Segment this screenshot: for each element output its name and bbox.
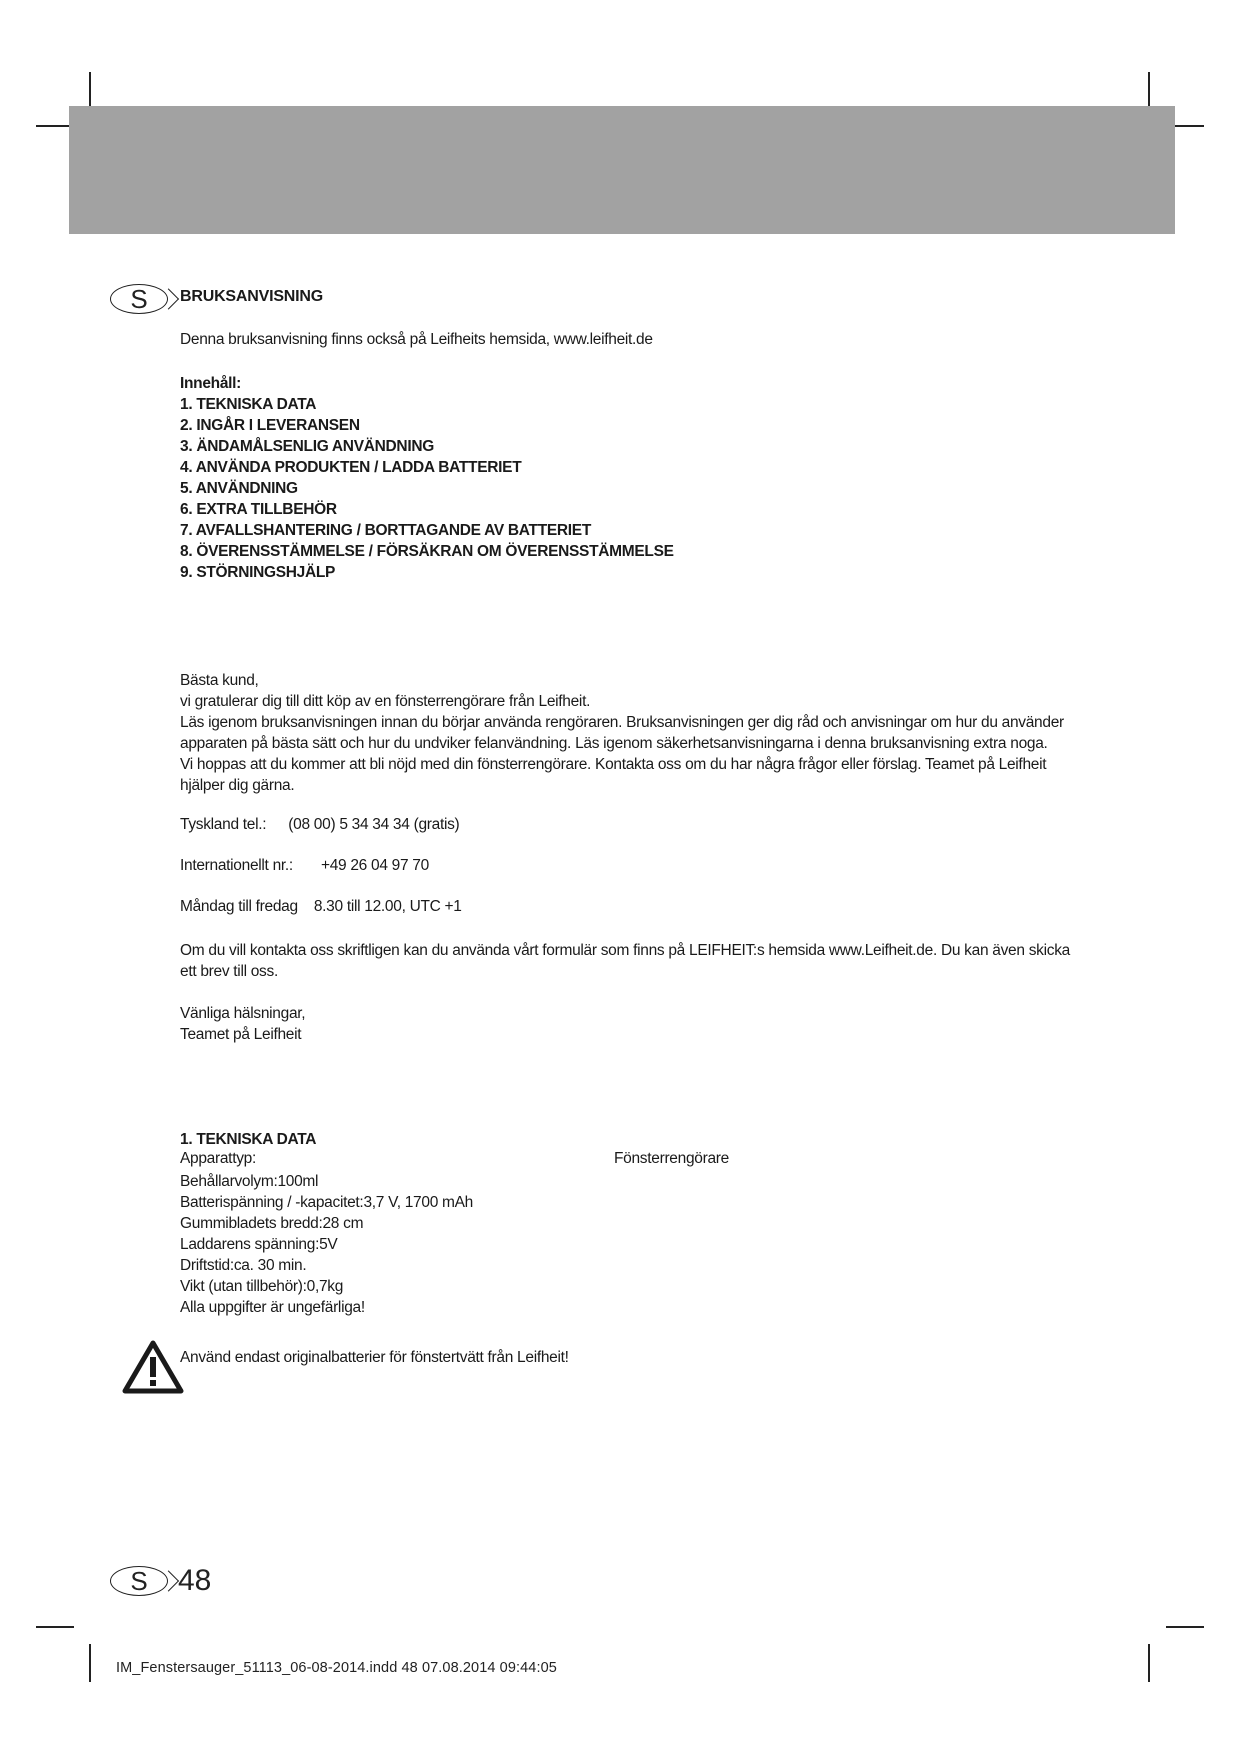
spec-label: Laddarens spänning:	[180, 1236, 320, 1253]
language-badge-label: S	[130, 283, 148, 314]
page-title: BRUKSANVISNING	[180, 288, 323, 305]
spec-device-label: Apparattyp:	[180, 1150, 256, 1167]
crop-mark-top-right-vertical	[1148, 72, 1150, 110]
battery-warning: Använd endast originalbatterier för fönstertvätt från Leifheit!	[180, 1349, 569, 1366]
table-of-contents	[180, 394, 674, 583]
toc-item: 5. ANVÄNDNING	[180, 480, 298, 497]
toc-item: 8. ÖVERENSSTÄMMELSE / FÖRSÄKRAN OM ÖVERENSSTÄMMELSE	[180, 543, 674, 560]
page-number: 48	[178, 1564, 212, 1597]
spec-label: Vikt (utan tillbehör):	[180, 1278, 307, 1295]
spec-row	[180, 1234, 473, 1255]
toc-item: 4. ANVÄNDA PRODUKTEN / LADDA BATTERIET	[180, 459, 522, 476]
spec-value: 0,7kg	[306, 1278, 344, 1295]
spec-label: Behållarvolym:	[180, 1173, 278, 1190]
crop-mark-bottom-right-vertical	[1148, 1644, 1150, 1682]
warning-icon	[122, 1340, 184, 1394]
toc-item: 1. TEKNISKA DATA	[180, 396, 317, 413]
contact-written	[180, 940, 1080, 982]
spec-label: Driftstid:	[180, 1257, 234, 1274]
crop-mark-bottom-right-horizontal	[1166, 1626, 1204, 1628]
closing-signature: Teamet på Leifheit	[180, 1026, 302, 1043]
crop-mark-top-left-vertical	[89, 72, 91, 110]
spec-label: Batterispänning / -kapacitet:	[180, 1194, 364, 1211]
letter-paragraph: Läs igenom bruksanvisningen innan du börjar använda rengöraren. Bruksanvisningen ger dig råd och anvisningar om hur du använder apparaten på bästa sätt och hur du undviker felanvändning. Läs igenom säkerhetsanvisningarna i denna bruksanvisning extra noga.	[180, 714, 1064, 752]
contact-written-text: Om du vill kontakta oss skriftligen kan du använda vårt formulär som finns på LEIFHEIT:s hemsida www.Leifheit.de. Du kan även skicka ett brev till oss.	[180, 942, 1070, 980]
contact-hours	[180, 898, 462, 916]
spec-value: ca. 30 min.	[233, 1257, 307, 1274]
contact-germany-label: Tyskland tel.:	[180, 816, 267, 833]
toc-item: 6. EXTRA TILLBEHÖR	[180, 501, 337, 518]
welcome-letter	[180, 670, 1080, 796]
contents-label: Innehåll:	[180, 375, 242, 392]
contact-germany-value: (08 00) 5 34 34 34 (gratis)	[288, 816, 460, 833]
spec-row	[180, 1255, 473, 1276]
spec-row	[180, 1276, 473, 1297]
language-badge	[110, 284, 168, 314]
closing-greeting: Vänliga hälsningar,	[180, 1005, 306, 1022]
contact-international	[180, 857, 429, 875]
technical-data-title: 1. TEKNISKA DATA	[180, 1131, 317, 1148]
toc-item: 9. STÖRNINGSHJÄLP	[180, 564, 336, 581]
spec-device-value: Fönsterrengörare	[614, 1150, 729, 1167]
spec-row	[180, 1213, 473, 1234]
contact-international-value: +49 26 04 97 70	[320, 857, 429, 874]
contact-hours-label: Måndag till fredag	[180, 898, 298, 915]
spec-row	[180, 1171, 473, 1192]
header-band	[69, 106, 1175, 234]
contact-international-label: Internationellt nr.:	[180, 857, 293, 874]
spec-note: Alla uppgifter är ungefärliga!	[180, 1299, 365, 1316]
letter-paragraph: Vi hoppas att du kommer att bli nöjd med din fönsterrengörare. Kontakta oss om du har några frågor eller förslag. Teamet på Leifheit hjälper dig gärna.	[180, 756, 1047, 794]
spec-value: 5V	[319, 1236, 338, 1253]
language-badge-footer	[110, 1566, 168, 1596]
language-badge-footer-label: S	[130, 1565, 148, 1596]
toc-item: 7. AVFALLSHANTERING / BORTTAGANDE AV BATTERIET	[180, 522, 592, 539]
spec-value: 3,7 V, 1700 mAh	[363, 1194, 473, 1211]
contact-germany	[180, 816, 459, 834]
letter-line: vi gratulerar dig till ditt köp av en fönsterrengörare från Leifheit.	[180, 693, 591, 710]
spec-value: 100ml	[277, 1173, 319, 1190]
toc-item: 2. INGÅR I LEVERANSEN	[180, 417, 360, 434]
toc-item: 3. ÄNDAMÅLSENLIG ANVÄNDNING	[180, 438, 434, 455]
letter-greeting: Bästa kund,	[180, 672, 259, 689]
spec-value: 28 cm	[322, 1215, 364, 1232]
spec-device-type	[180, 1150, 256, 1168]
spec-label: Gummibladets bredd:	[180, 1215, 323, 1232]
contact-hours-value: 8.30 till 12.00, UTC +1	[313, 898, 462, 915]
crop-mark-bottom-left-horizontal	[36, 1626, 74, 1628]
spec-row	[180, 1192, 473, 1213]
intro-text: Denna bruksanvisning finns också på Leifheits hemsida, www.leifheit.de	[180, 331, 653, 348]
spec-list	[180, 1171, 473, 1318]
crop-mark-bottom-left-vertical	[89, 1644, 91, 1682]
print-slug: IM_Fenstersauger_51113_06-08-2014.indd 48 07.08.2014 09:44:05	[116, 1660, 557, 1676]
